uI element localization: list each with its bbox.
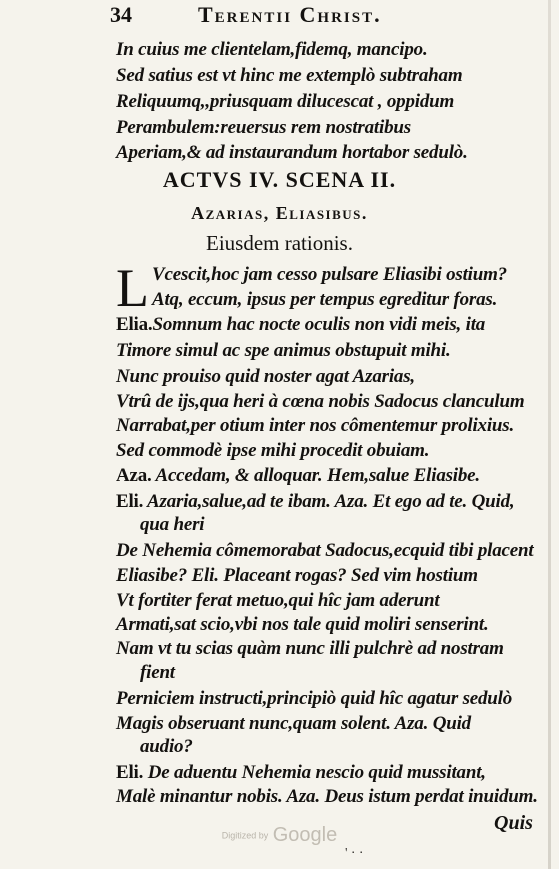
dialogue-line [116, 391, 524, 413]
running-head: Terentii Christ. [198, 2, 382, 27]
line-text: Azaria,salue,ad te ibam. Aza. Et ego ad te. Quid, [147, 491, 515, 512]
dialogue-line [116, 314, 485, 336]
scene-subtitle: Eiusdem rationis. [206, 231, 353, 255]
dialogue-line [152, 264, 507, 286]
dialogue-line [116, 688, 512, 710]
dialogue-line [116, 465, 480, 487]
dialogue-line [116, 590, 439, 612]
line-text: Vtrû de ijs,qua heri à cœna nobis Sadocus clanculum [116, 391, 525, 412]
text-line: In cuius me clientelam,fidemq, mancipo. [116, 39, 428, 60]
line-text: Atq, eccum, ipsus per tempus egreditur foras. [152, 289, 498, 310]
line-text: Perniciem instructi,principiò quid hîc agatur sedulò [116, 688, 513, 709]
line-text: Vt fortiter ferat metuo,qui hîc jam aderunt [116, 590, 440, 611]
line-text: Vcescit,hoc jam cesso pulsare Eliasibi ostium? [152, 264, 507, 285]
watermark-google-logo: Google [272, 824, 338, 846]
dialogue-line [116, 762, 486, 784]
dialogue-line [116, 340, 451, 362]
digitization-watermark [0, 824, 559, 847]
speaker-label: Elia. [116, 314, 153, 335]
line-text: De aduentu Nehemia nescio quid mussitant, [147, 762, 486, 783]
line-text: Timore simul ac spe animus obstupuit mihi. [116, 340, 451, 361]
line-text: audio? [140, 736, 193, 757]
page-number: 34 [110, 2, 132, 27]
line-text: Eliasibe? Eli. Placeant rogas? Sed vim hostium [116, 565, 478, 586]
dialogue-line [116, 614, 489, 636]
drop-cap: L [116, 258, 149, 318]
watermark-digitized-by: Digitized by [221, 830, 269, 841]
line-text: Armati,sat scio,vbi nos tale quid moliri senserint. [116, 614, 489, 635]
dialogue-line [116, 713, 471, 735]
line-text: De Nehemia cômemorabat Sadocus,ecquid tibi placent [116, 540, 534, 561]
line-text: fient [140, 662, 175, 683]
line-text: Malè minantur nobis. Aza. Deus istum perdat inuidum. [116, 786, 538, 807]
text-line: Perambulem:reuersus rem nostratibus [116, 117, 411, 138]
dialogue-line [140, 514, 204, 536]
line-text: qua heri [140, 514, 205, 535]
line-text: Magis obseruant nunc,quam solent. Aza. Quid [116, 713, 471, 734]
act-heading: ACTVS IV. SCENA II. [162, 167, 397, 192]
line-text: Nunc prouiso quid noster agat Azarias, [116, 366, 415, 387]
speaker-label: Aza. [116, 465, 152, 486]
line-text: Accedam, & alloquar. Hem,salue Eliasibe. [155, 465, 480, 486]
dialogue-line [140, 736, 193, 758]
text-line: Aperiam,& ad instaurandum hortabor sedulò. [116, 142, 468, 163]
dialogue-line [116, 366, 415, 388]
dialogue-line [116, 415, 514, 437]
text-line: Reliquumq,,priusquam dilucescat , oppidum [116, 91, 455, 112]
scene-characters: Azarias, Eliasibus. [191, 203, 368, 223]
line-text: Sed commodè ipse mihi procedit obuiam. [116, 440, 430, 461]
dialogue-line [116, 786, 538, 808]
line-text: Somnum hac nocte oculis non vidi meis, ita [152, 314, 486, 335]
dialogue-line [116, 565, 478, 587]
dialogue-line [116, 540, 533, 562]
dialogue-line [152, 289, 497, 311]
dialogue-line [116, 491, 514, 513]
dialogue-line [116, 440, 429, 462]
speaker-label: Eli. [116, 491, 144, 512]
speaker-label: Eli. [116, 762, 144, 783]
ink-marks: ' ⋅ ⋅ [345, 846, 364, 861]
line-text: Nam vt tu scias quàm nunc illi pulchrè ad nostram [116, 638, 504, 659]
dialogue-line [116, 638, 504, 660]
text-line: Sed satius est vt hinc me extemplò subtraham [116, 65, 463, 86]
line-text: Narrabat,per otium inter nos cômentemur prolixius. [116, 415, 515, 436]
dialogue-line [140, 662, 175, 684]
catchword: Quis [494, 812, 533, 834]
